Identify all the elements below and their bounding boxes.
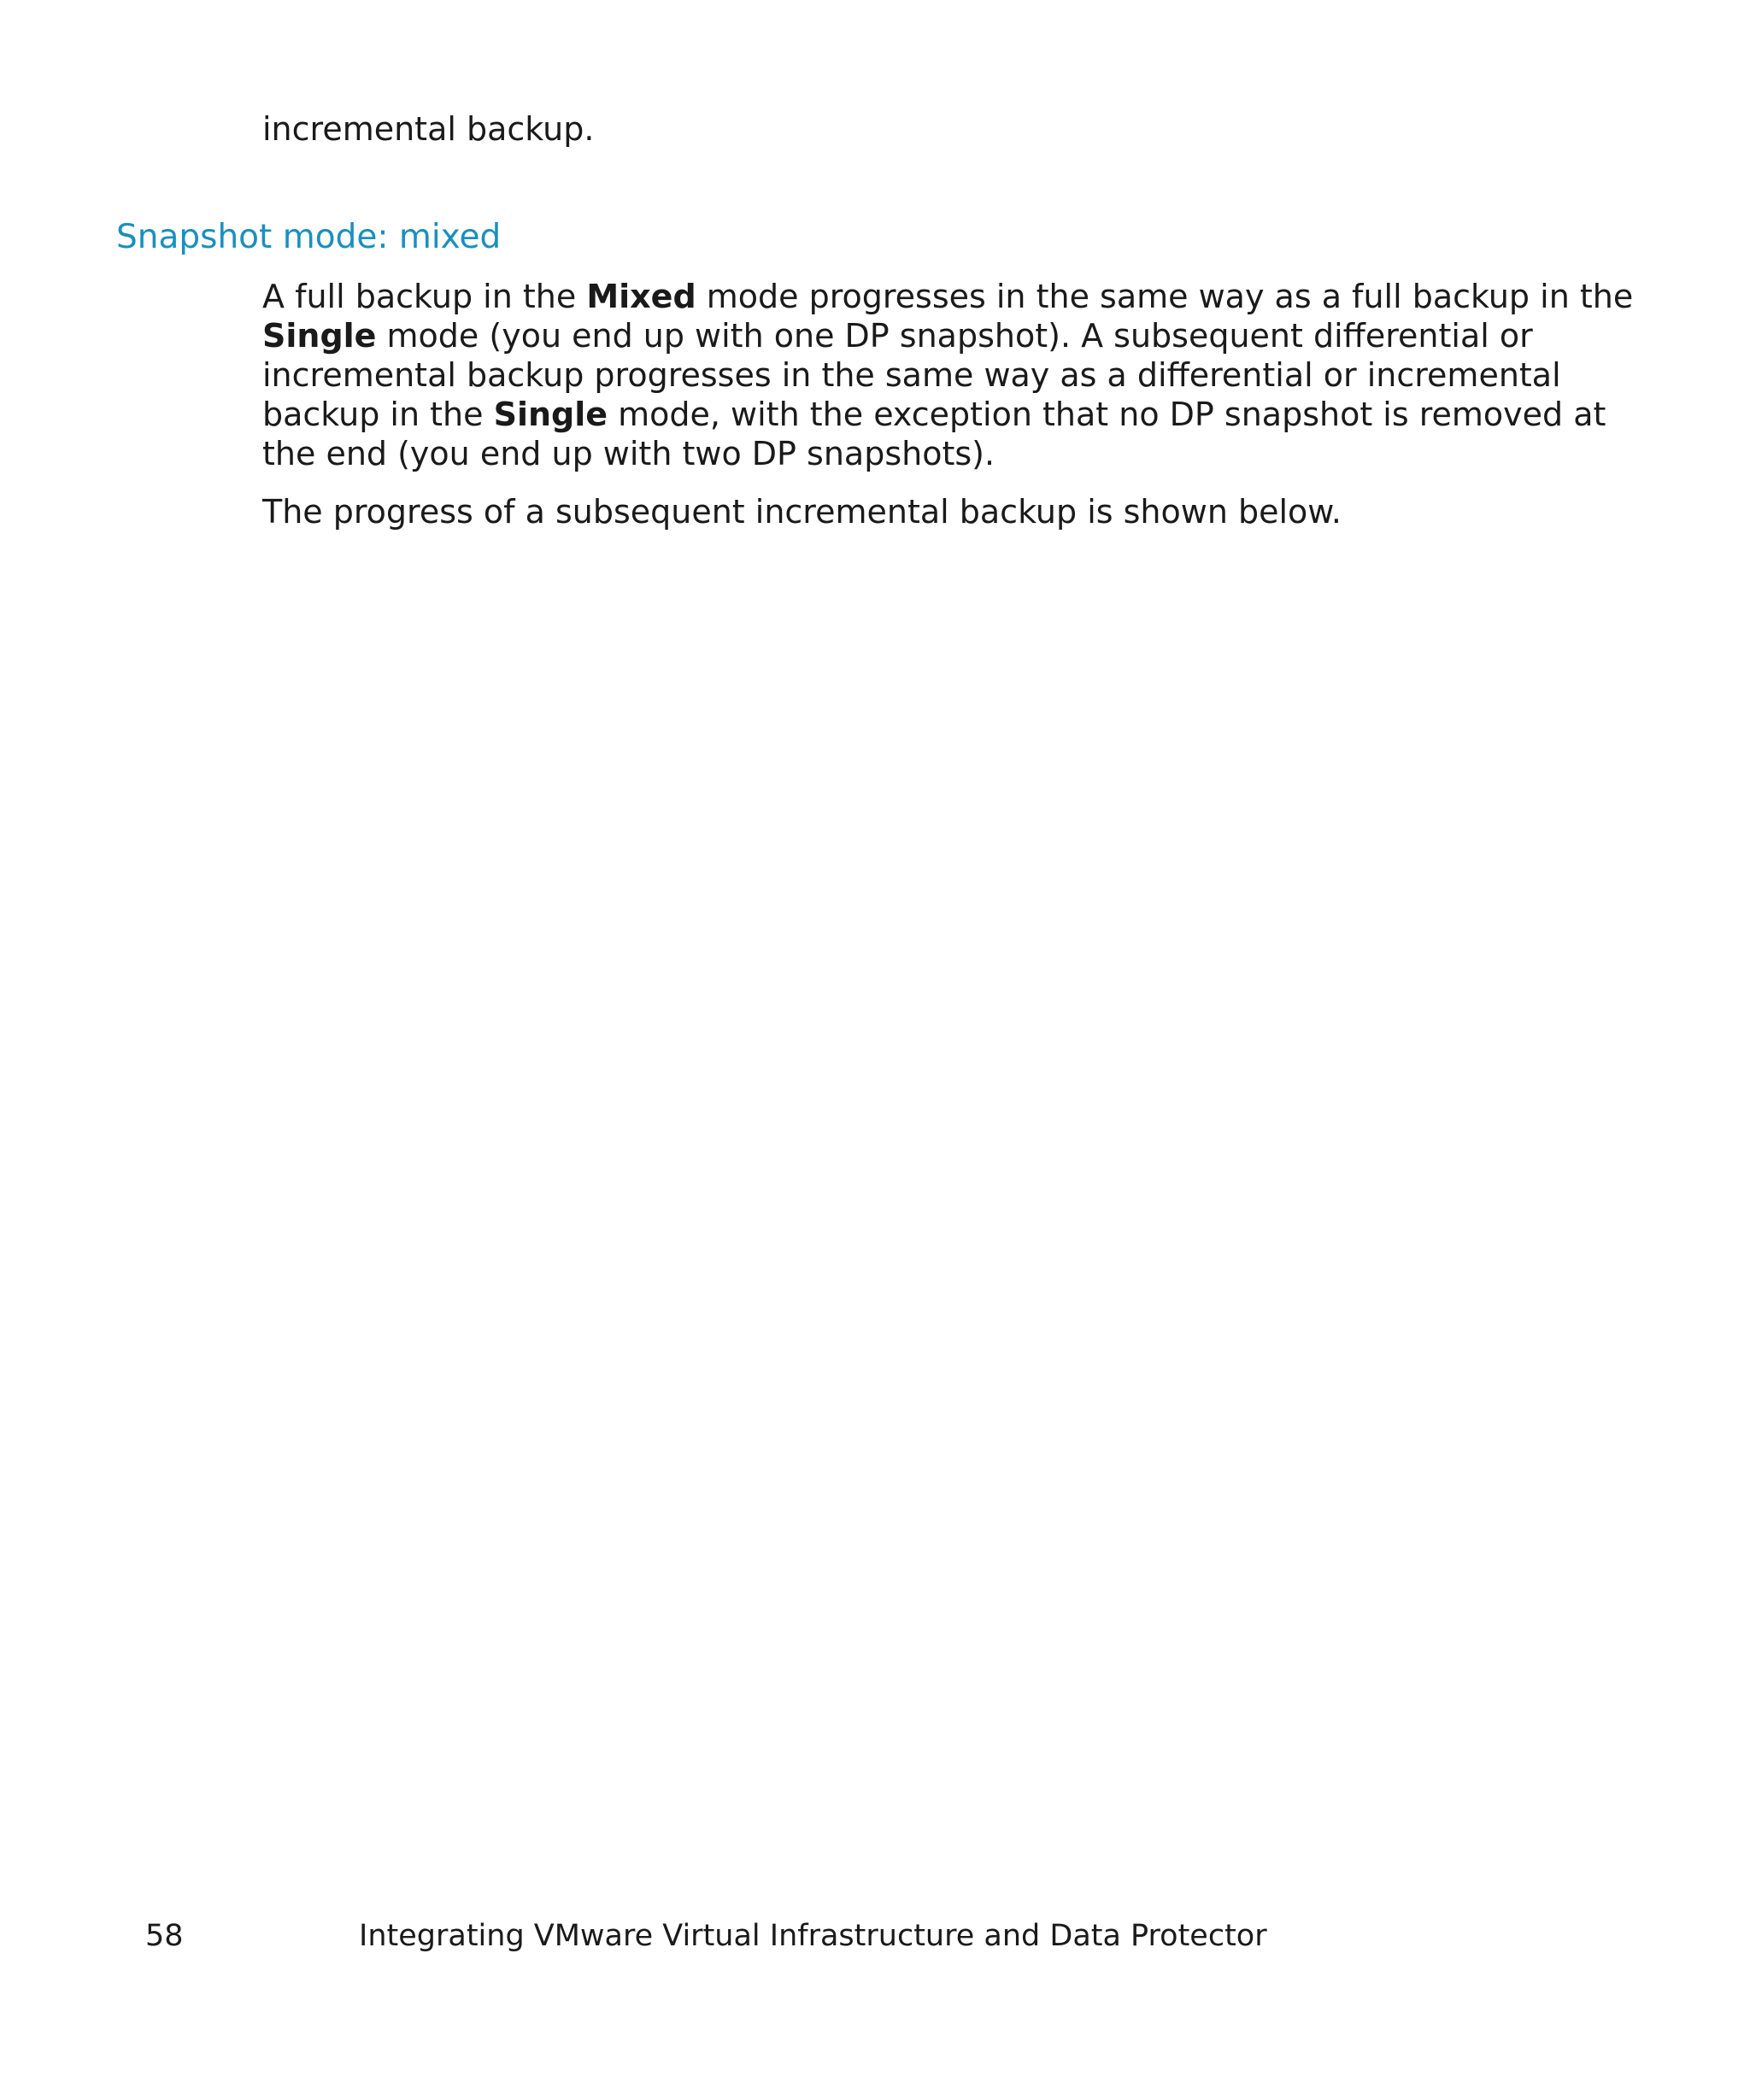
text-run: A full backup in the [262, 278, 587, 315]
footer-title: Integrating VMware Virtual Infrastructure and Data Protector [359, 1919, 1267, 1953]
paragraph-line-5: the end (you end up with two DP snapshots). [262, 435, 995, 472]
text-run: mode, with the exception that no DP snapshot is removed at [608, 396, 1606, 433]
page-number: 58 [145, 1919, 184, 1953]
text-run: backup in the [262, 396, 494, 433]
text-run: mode (you end up with one DP snapshot). A subsequent differential or [376, 317, 1533, 355]
section-paragraph-2: The progress of a subsequent incremental backup is shown below. [262, 493, 1342, 531]
paragraph-line-4 [262, 395, 1606, 434]
paragraph-line-1 [262, 277, 1634, 316]
text-run: mode progresses in the same way as a full backup in the [696, 278, 1634, 315]
bold-term-single: Single [262, 317, 377, 355]
section-paragraph-1 [262, 277, 1634, 473]
bold-term-single: Single [493, 396, 608, 433]
paragraph-line-3: incremental backup progresses in the same way as a differential or incremental [262, 356, 1561, 394]
continuation-line: incremental backup. [262, 110, 595, 148]
paragraph-line-2 [262, 316, 1533, 355]
section-heading: Snapshot mode: mixed [116, 218, 502, 256]
bold-term-mixed: Mixed [586, 278, 696, 315]
continuation-text [262, 109, 1459, 149]
